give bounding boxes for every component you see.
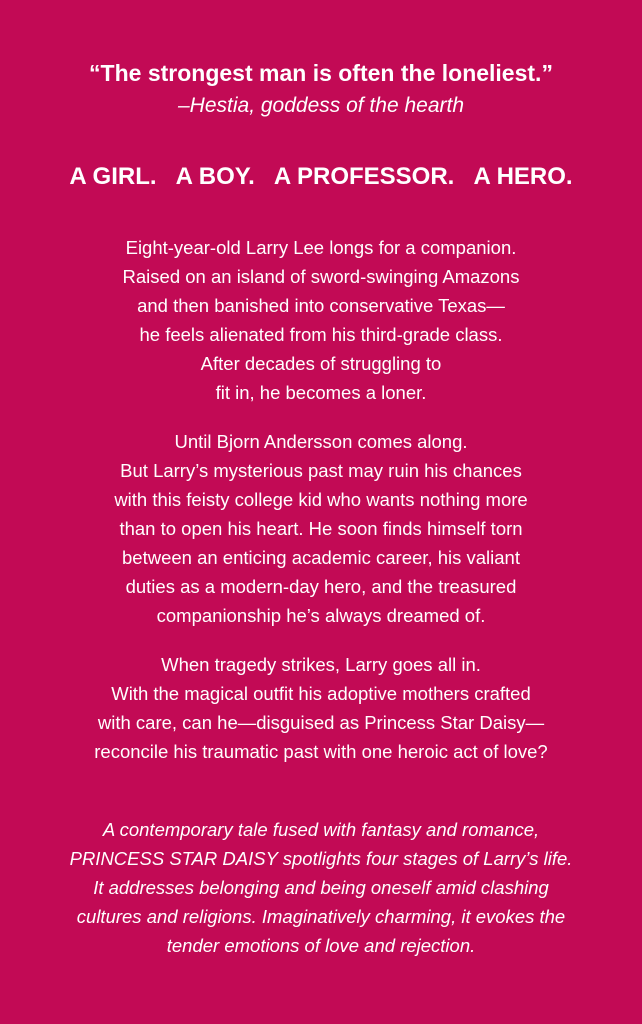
paragraph-line: Eight-year-old Larry Lee longs for a companion. bbox=[125, 237, 517, 258]
paragraph-line: fit in, he becomes a loner. bbox=[215, 382, 427, 403]
epigraph-quote: “The strongest man is often the loneliest.” bbox=[89, 60, 553, 86]
paragraph-line: reconcile his traumatic past with one heroic act of love? bbox=[94, 741, 548, 762]
paragraph-line: Raised on an island of sword-swinging Amazons bbox=[122, 266, 520, 287]
paragraph-line: But Larry’s mysterious past may ruin his chances bbox=[120, 460, 522, 481]
synopsis-paragraph-3 bbox=[0, 650, 642, 766]
blurb-line: It addresses belonging and being oneself amid clashing bbox=[93, 877, 549, 898]
tagline: A GIRL. A BOY. A PROFESSOR. A HERO. bbox=[69, 163, 573, 190]
paragraph-line: companionship he’s always dreamed of. bbox=[156, 605, 486, 626]
paragraph-line: he feels alienated from his third-grade class. bbox=[139, 324, 503, 345]
paragraph-line: After decades of struggling to bbox=[200, 353, 442, 374]
paragraph-line: When tragedy strikes, Larry goes all in. bbox=[161, 654, 481, 675]
blurb-line: cultures and religions. Imaginatively charming, it evokes the bbox=[76, 906, 566, 927]
paragraph-line: Until Bjorn Andersson comes along. bbox=[174, 431, 468, 452]
paragraph-line: than to open his heart. He soon finds himself torn bbox=[119, 518, 523, 539]
synopsis-paragraph-1 bbox=[0, 233, 642, 407]
epigraph-attribution: –Hestia, goddess of the hearth bbox=[177, 94, 465, 117]
paragraph-line: with this feisty college kid who wants nothing more bbox=[114, 489, 528, 510]
synopsis-paragraph-2 bbox=[0, 427, 642, 630]
paragraph-line: with care, can he—disguised as Princess Star Daisy— bbox=[97, 712, 545, 733]
italic-blurb bbox=[0, 815, 642, 960]
paragraph-line: and then banished into conservative Texas— bbox=[137, 295, 505, 316]
paragraph-line: duties as a modern-day hero, and the treasured bbox=[125, 576, 517, 597]
blurb-line: tender emotions of love and rejection. bbox=[166, 935, 476, 956]
blurb-line: A contemporary tale fused with fantasy and romance, bbox=[102, 819, 540, 840]
paragraph-line: between an enticing academic career, his valiant bbox=[122, 547, 520, 568]
blurb-line: PRINCESS STAR DAISY spotlights four stages of Larry’s life. bbox=[69, 848, 573, 869]
paragraph-line: With the magical outfit his adoptive mothers crafted bbox=[111, 683, 531, 704]
